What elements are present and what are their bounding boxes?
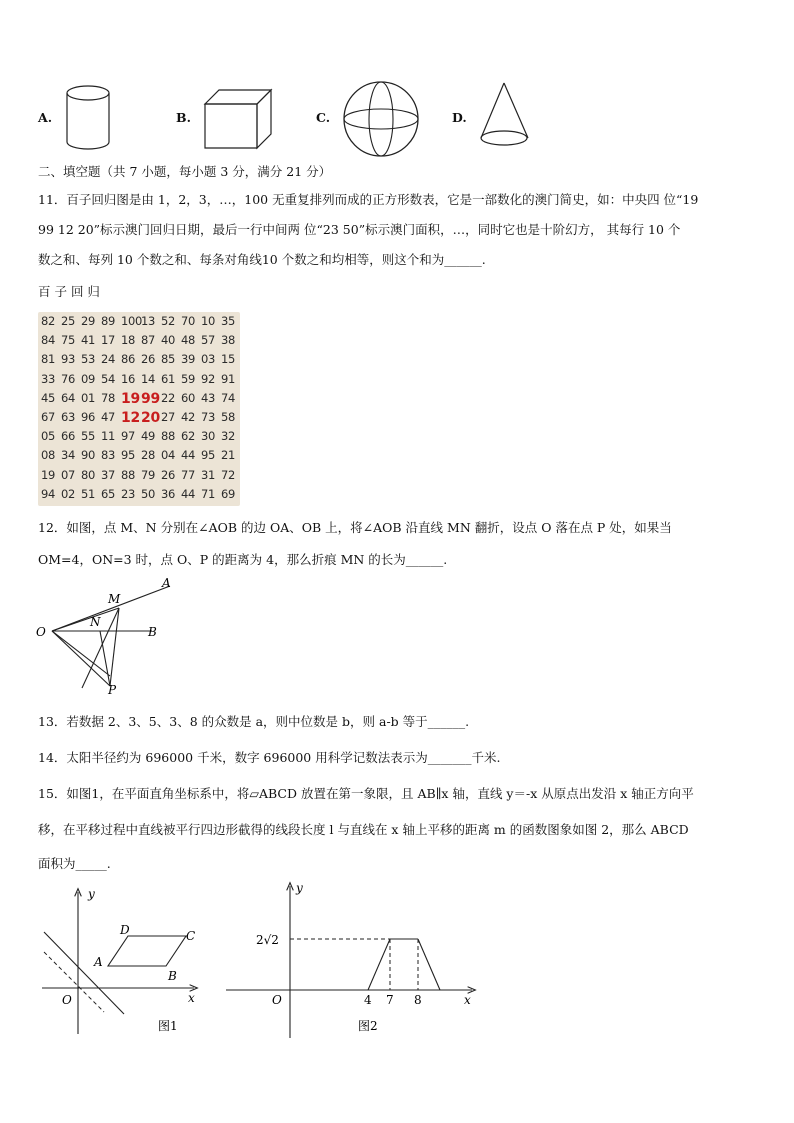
label-n: N <box>90 615 101 629</box>
grid-cell: 67 <box>41 410 56 424</box>
grid-cell: 14 <box>141 371 156 386</box>
grid-cell: 57 <box>201 333 216 348</box>
grid-cell: 83 <box>101 448 116 463</box>
grid-cell: 10 <box>201 314 216 328</box>
option-a-label: A. <box>38 110 53 125</box>
grid-cell: 97 <box>121 429 136 444</box>
label-b: B <box>148 625 157 639</box>
grid-cell: 85 <box>161 352 176 367</box>
grid-cell: 74 <box>221 390 236 405</box>
grid-cell: 30 <box>201 429 216 444</box>
grid-cell: 22 <box>161 390 176 405</box>
grid-cell: 12 <box>121 410 140 426</box>
q15-line2: 移，在平移过程中直线被平行四边形截得的线段长度 l 与直线在 x 轴上平移的距离 m 的函数图象如图 2，那么 ABCD <box>38 822 689 837</box>
grid-cell: 95 <box>201 448 216 463</box>
grid-cell: 18 <box>121 333 136 348</box>
grid-cell: 25 <box>61 314 76 328</box>
grid-cell: 80 <box>81 467 96 482</box>
grid-cell: 20 <box>141 410 160 426</box>
grid-cell: 49 <box>141 429 156 444</box>
q11-line3: 数之和、每列 10 个数之和、每条对角线10 个数之和均相等，则这个和为______. <box>38 252 486 267</box>
grid-cell: 19 <box>121 390 140 407</box>
q11-line1: 11．百子回归图是由 1，2，3，…，100 无重复排列而成的正方形数表，它是一部数化的澳门简史，如：中央四 位“19 <box>38 192 699 207</box>
grid-cell: 42 <box>181 410 196 424</box>
grid-cell: 15 <box>221 352 236 367</box>
grid-cell: 50 <box>141 486 156 501</box>
cylinder-figure <box>62 84 114 154</box>
grid-cell: 73 <box>201 410 216 424</box>
section-title: 二、填空题（共 7 小题，每小题 3 分，满分 21 分） <box>38 164 332 179</box>
grid-cell: 32 <box>221 429 236 444</box>
option-b-label: B. <box>176 110 191 125</box>
grid-cell: 86 <box>121 352 136 367</box>
fig2-y-value: 2√2 <box>256 933 279 947</box>
grid-cell: 08 <box>41 448 56 463</box>
grid-cell: 29 <box>81 314 96 328</box>
fig2-x-label: x <box>464 993 471 1007</box>
grid-cell: 05 <box>41 429 56 444</box>
grid-cell: 65 <box>101 486 116 501</box>
figure-1-parallelogram <box>36 884 206 1044</box>
grid-cell: 76 <box>61 371 76 386</box>
grid-cell: 66 <box>61 429 76 444</box>
grid-cell: 88 <box>121 467 136 482</box>
grid-cell: 52 <box>161 314 176 328</box>
grid-cell: 01 <box>81 390 96 405</box>
cone-figure <box>476 80 536 156</box>
q12-line2: OM=4，ON=3 时，点 O、P 的距离为 4，那么折痕 MN 的长为______. <box>38 552 448 567</box>
grid-cell: 99 <box>141 390 160 407</box>
grid-cell: 44 <box>181 448 196 463</box>
grid-cell: 51 <box>81 486 96 501</box>
grid-cell: 91 <box>221 371 236 386</box>
grid-cell: 26 <box>161 467 176 482</box>
grid-cell: 43 <box>201 390 216 405</box>
sphere-figure <box>340 80 422 158</box>
grid-cell: 60 <box>181 390 196 405</box>
grid-cell: 26 <box>141 352 156 367</box>
fig2-origin: O <box>272 993 282 1007</box>
grid-cell: 03 <box>201 352 216 367</box>
grid-cell: 28 <box>141 448 156 463</box>
grid-cell: 70 <box>181 314 196 328</box>
grid-cell: 17 <box>101 333 116 348</box>
grid-cell: 19 <box>41 467 56 482</box>
grid-cell: 33 <box>41 371 56 386</box>
grid-cell: 11 <box>101 429 116 444</box>
fig1-y-label: y <box>88 887 95 901</box>
grid-cell: 84 <box>41 333 56 348</box>
grid-cell: 62 <box>181 429 196 444</box>
label-a: A <box>162 576 171 590</box>
grid-cell: 59 <box>181 371 196 386</box>
grid-cell: 90 <box>81 448 96 463</box>
grid-cell: 81 <box>41 352 56 367</box>
q14-text: 14．太阳半径约为 696000 千米，数字 696000 用科学记数法表示为_______千米. <box>38 750 501 765</box>
cube-figure <box>200 86 276 152</box>
fig1-caption: 图1 <box>158 1019 178 1033</box>
q11-caption: 百 子 回 归 <box>38 284 100 299</box>
fig1-a: A <box>94 955 103 969</box>
grid-cell: 37 <box>101 467 116 482</box>
grid-cell: 13 <box>141 314 156 328</box>
grid-cell: 88 <box>161 429 176 444</box>
fig1-b: B <box>168 969 177 983</box>
grid-cell: 63 <box>61 410 76 424</box>
grid-cell: 93 <box>61 352 76 367</box>
grid-cell: 38 <box>221 333 236 348</box>
fig2-caption: 图2 <box>358 1019 378 1033</box>
grid-cell: 16 <box>121 371 136 386</box>
fig2-tick-8: 8 <box>414 993 422 1007</box>
fig1-c: C <box>186 929 196 943</box>
grid-cell: 48 <box>181 333 196 348</box>
grid-cell: 89 <box>101 314 116 328</box>
option-c-label: C. <box>316 110 331 125</box>
grid-cell: 35 <box>221 314 236 328</box>
grid-cell: 55 <box>81 429 96 444</box>
q11-line2: 99 12 20”标示澳门回归日期，最后一行中间两 位“23 50”标示澳门面积，…，同时它也是十阶幻方， 其每行 10 个 <box>38 222 681 237</box>
fig2-tick-4: 4 <box>364 993 372 1007</box>
grid-cell: 47 <box>101 410 116 424</box>
grid-cell: 09 <box>81 371 96 386</box>
grid-cell: 100 <box>121 314 143 328</box>
grid-cell: 27 <box>161 410 176 424</box>
option-d-label: D. <box>452 110 467 125</box>
grid-cell: 78 <box>101 390 116 405</box>
grid-cell: 58 <box>221 410 236 424</box>
fig1-d: D <box>120 923 130 937</box>
grid-cell: 82 <box>41 314 56 328</box>
grid-cell: 23 <box>121 486 136 501</box>
grid-cell: 36 <box>161 486 176 501</box>
grid-cell: 44 <box>181 486 196 501</box>
grid-cell: 79 <box>141 467 156 482</box>
grid-cell: 07 <box>61 467 76 482</box>
fig1-origin: O <box>62 993 72 1007</box>
grid-cell: 95 <box>121 448 136 463</box>
fold-angle-figure <box>32 576 182 698</box>
figure-2-graph <box>222 880 482 1044</box>
fig2-y-label: y <box>296 881 303 895</box>
grid-cell: 87 <box>141 333 156 348</box>
grid-cell: 92 <box>201 371 216 386</box>
grid-cell: 41 <box>81 333 96 348</box>
grid-cell: 45 <box>41 390 56 405</box>
grid-cell: 61 <box>161 371 176 386</box>
fig2-tick-7: 7 <box>386 993 394 1007</box>
label-m: M <box>108 592 121 606</box>
grid-cell: 72 <box>221 467 236 482</box>
grid-cell: 69 <box>221 486 236 501</box>
label-o: O <box>36 625 46 639</box>
label-p: P <box>108 683 117 697</box>
grid-cell: 40 <box>161 333 176 348</box>
grid-cell: 54 <box>101 371 116 386</box>
grid-cell: 39 <box>181 352 196 367</box>
q15-line1: 15．如图1，在平面直角坐标系中，将▱ABCD 放置在第一象限，且 AB∥x 轴，直线 y＝-x 从原点出发沿 x 轴正方向平 <box>38 786 694 801</box>
grid-cell: 02 <box>61 486 76 501</box>
grid-cell: 53 <box>81 352 96 367</box>
magic-square-image <box>38 312 240 506</box>
grid-cell: 71 <box>201 486 216 501</box>
grid-cell: 04 <box>161 448 176 463</box>
grid-cell: 31 <box>201 467 216 482</box>
grid-cell: 24 <box>101 352 116 367</box>
fig1-x-label: x <box>188 991 195 1005</box>
q15-line3: 面积为_____. <box>38 856 111 871</box>
grid-cell: 75 <box>61 333 76 348</box>
grid-cell: 21 <box>221 448 236 463</box>
grid-cell: 34 <box>61 448 76 463</box>
grid-cell: 77 <box>181 467 196 482</box>
grid-cell: 64 <box>61 390 76 405</box>
q12-line1: 12．如图，点 M、N 分别在∠AOB 的边 OA、OB 上，将∠AOB 沿直线 MN 翻折，设点 O 落在点 P 处，如果当 <box>38 520 672 535</box>
grid-cell: 96 <box>81 410 96 424</box>
q13-text: 13．若数据 2、3、5、3、8 的众数是 a，则中位数是 b，则 a-b 等于______. <box>38 714 470 729</box>
grid-cell: 94 <box>41 486 56 501</box>
